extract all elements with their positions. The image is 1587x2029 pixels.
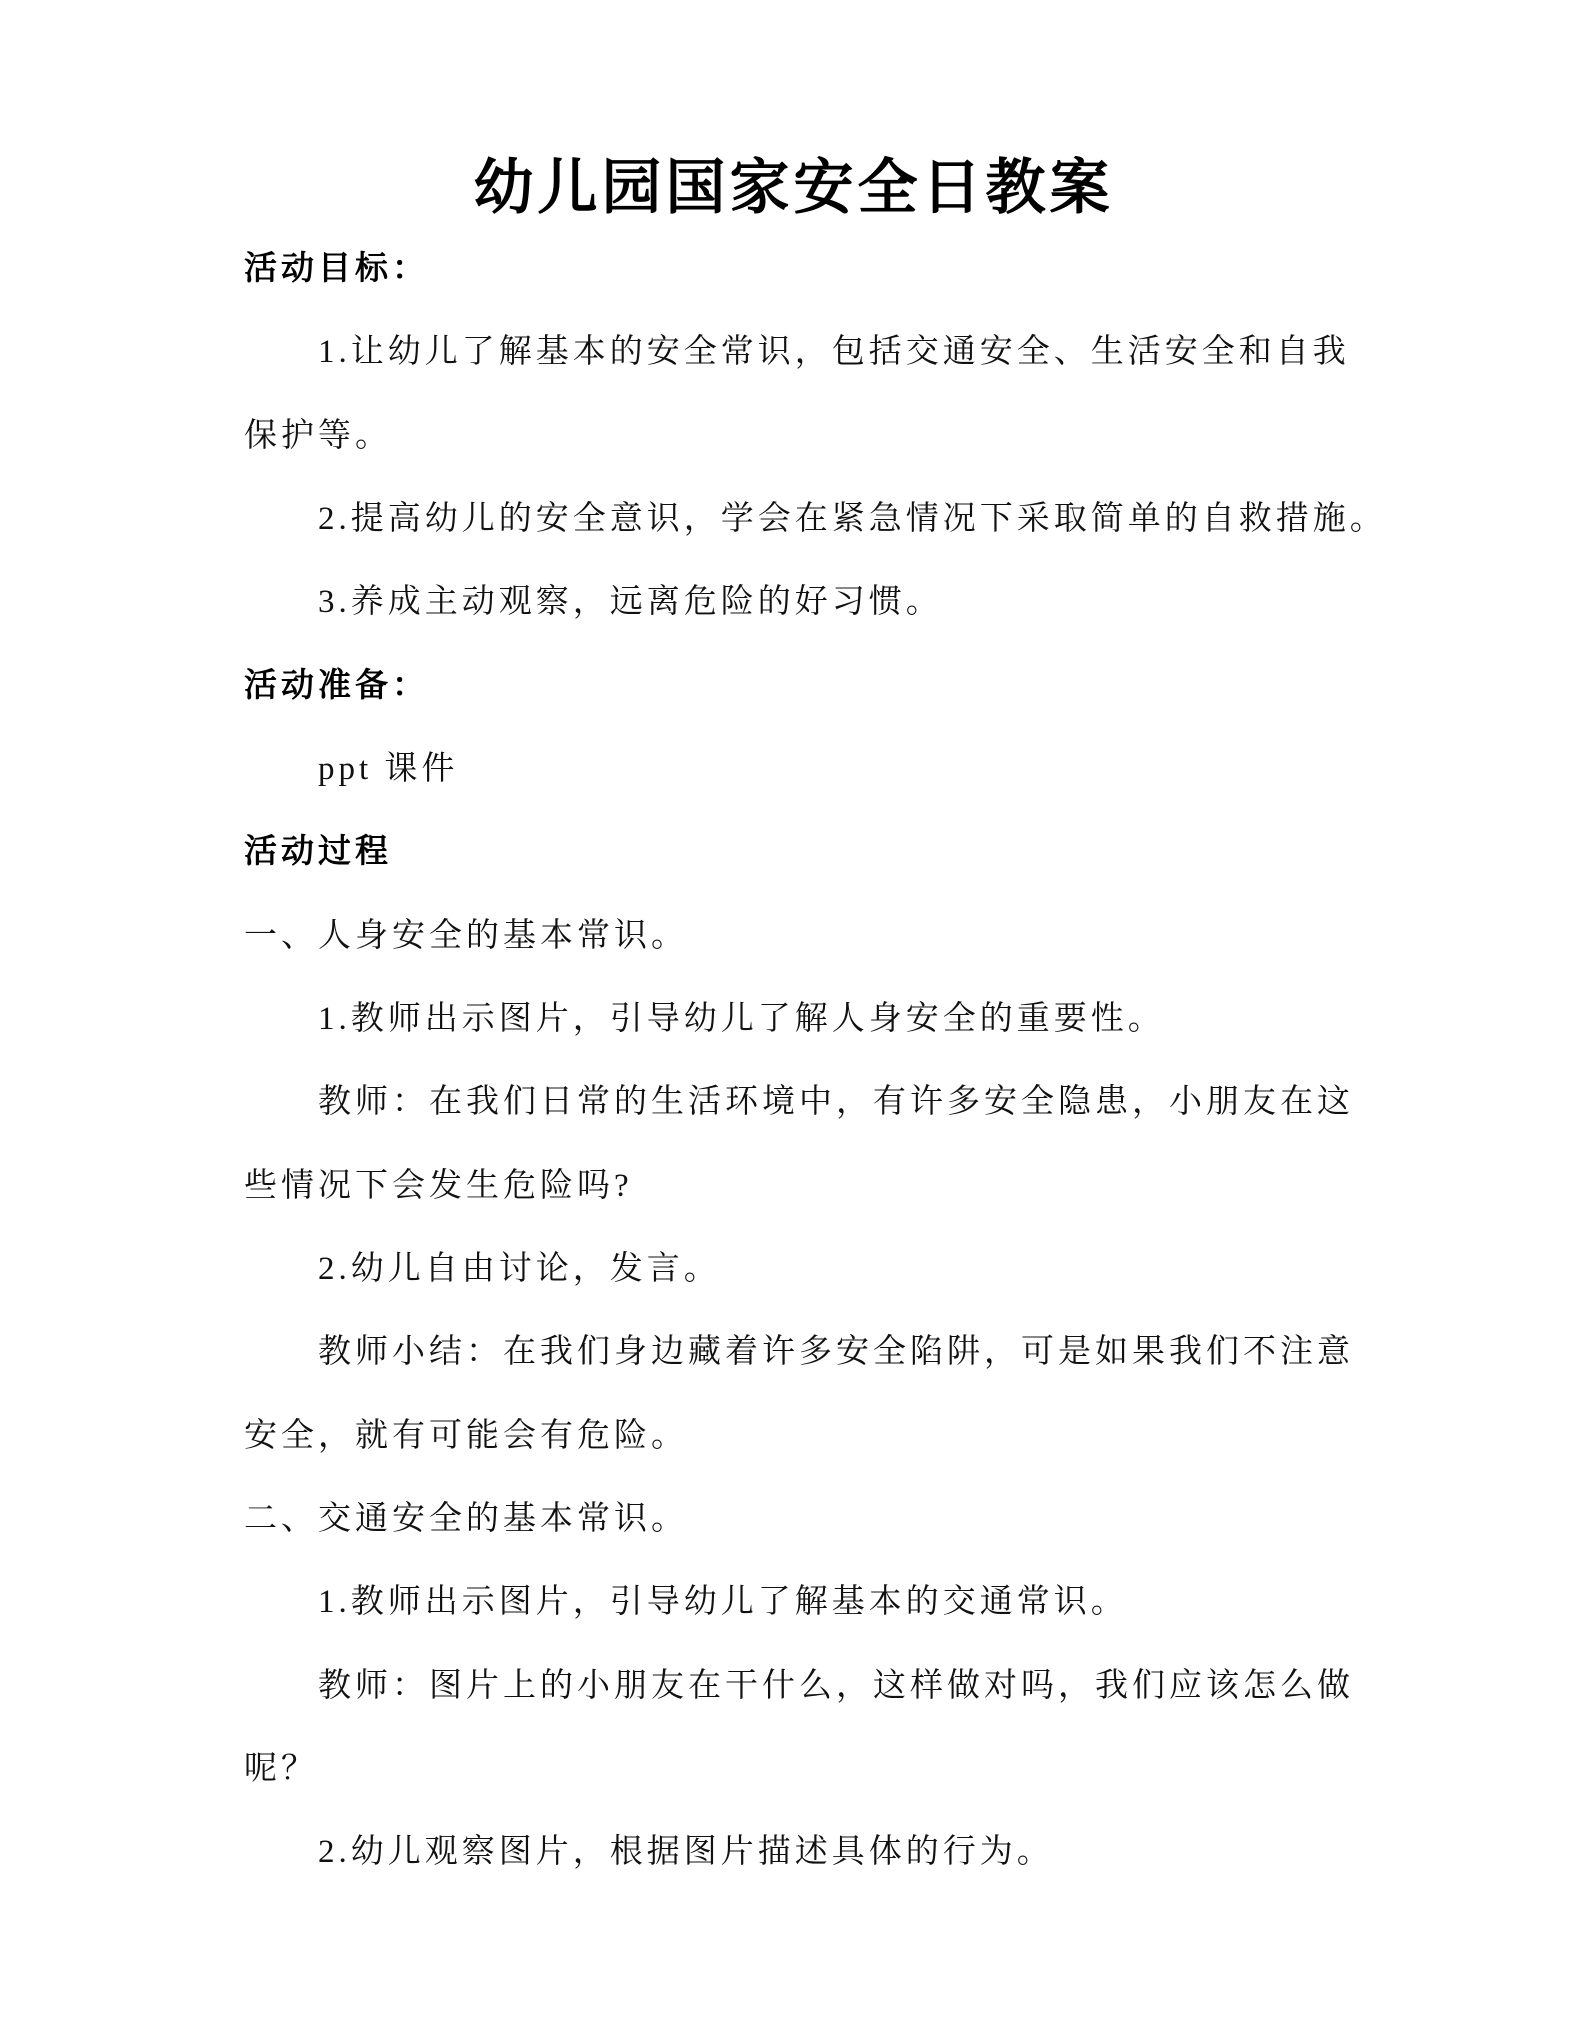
process-part2-step1: 1.教师出示图片，引导幼儿了解基本的交通常识。 bbox=[318, 1584, 1128, 1621]
process-part2-step2: 2.幼儿观察图片，根据图片描述具体的行为。 bbox=[318, 1834, 1054, 1871]
section-heading-goals: 活动目标： bbox=[244, 251, 429, 287]
process-part1-teacher-line: 教师：在我们日常的生活环境中，有许多安全隐患，小朋友在这 bbox=[318, 1084, 1354, 1121]
goal-item-3: 3.养成主动观察，远离危险的好习惯。 bbox=[318, 584, 943, 621]
process-part1-step1: 1.教师出示图片，引导幼儿了解人身安全的重要性。 bbox=[318, 1000, 1165, 1037]
document-body bbox=[244, 228, 1387, 1895]
process-part2-heading: 二、交通安全的基本常识。 bbox=[244, 1500, 688, 1537]
goal-item-1: 1.让幼儿了解基本的安全常识，包括交通安全、生活安全和自我 bbox=[318, 334, 1350, 371]
process-part2-teacher-continuation: 呢？ bbox=[244, 1750, 318, 1787]
goal-item-1-continuation: 保护等。 bbox=[244, 417, 392, 454]
goal-item-2: 2.提高幼儿的安全意识，学会在紧急情况下采取简单的自救措施。 bbox=[318, 500, 1387, 537]
process-part1-heading: 一、人身安全的基本常识。 bbox=[244, 917, 688, 954]
page-title: 幼儿园国家安全日教案 bbox=[473, 155, 1114, 221]
preparation-content: ppt 课件 bbox=[318, 750, 459, 787]
process-part1-step2: 2.幼儿自由讨论，发言。 bbox=[318, 1250, 721, 1287]
process-part1-teacher-continuation: 些情况下会发生危险吗? bbox=[244, 1167, 633, 1204]
process-part1-summary-continuation: 安全，就有可能会有危险。 bbox=[244, 1417, 688, 1454]
process-part2-teacher-line: 教师：图片上的小朋友在干什么，这样做对吗，我们应该怎么做 bbox=[318, 1667, 1354, 1704]
section-heading-process: 活动过程 bbox=[244, 834, 392, 871]
section-heading-preparation: 活动准备： bbox=[244, 667, 429, 704]
process-part1-summary-line: 教师小结：在我们身边藏着许多安全陷阱，可是如果我们不注意 bbox=[318, 1334, 1354, 1371]
